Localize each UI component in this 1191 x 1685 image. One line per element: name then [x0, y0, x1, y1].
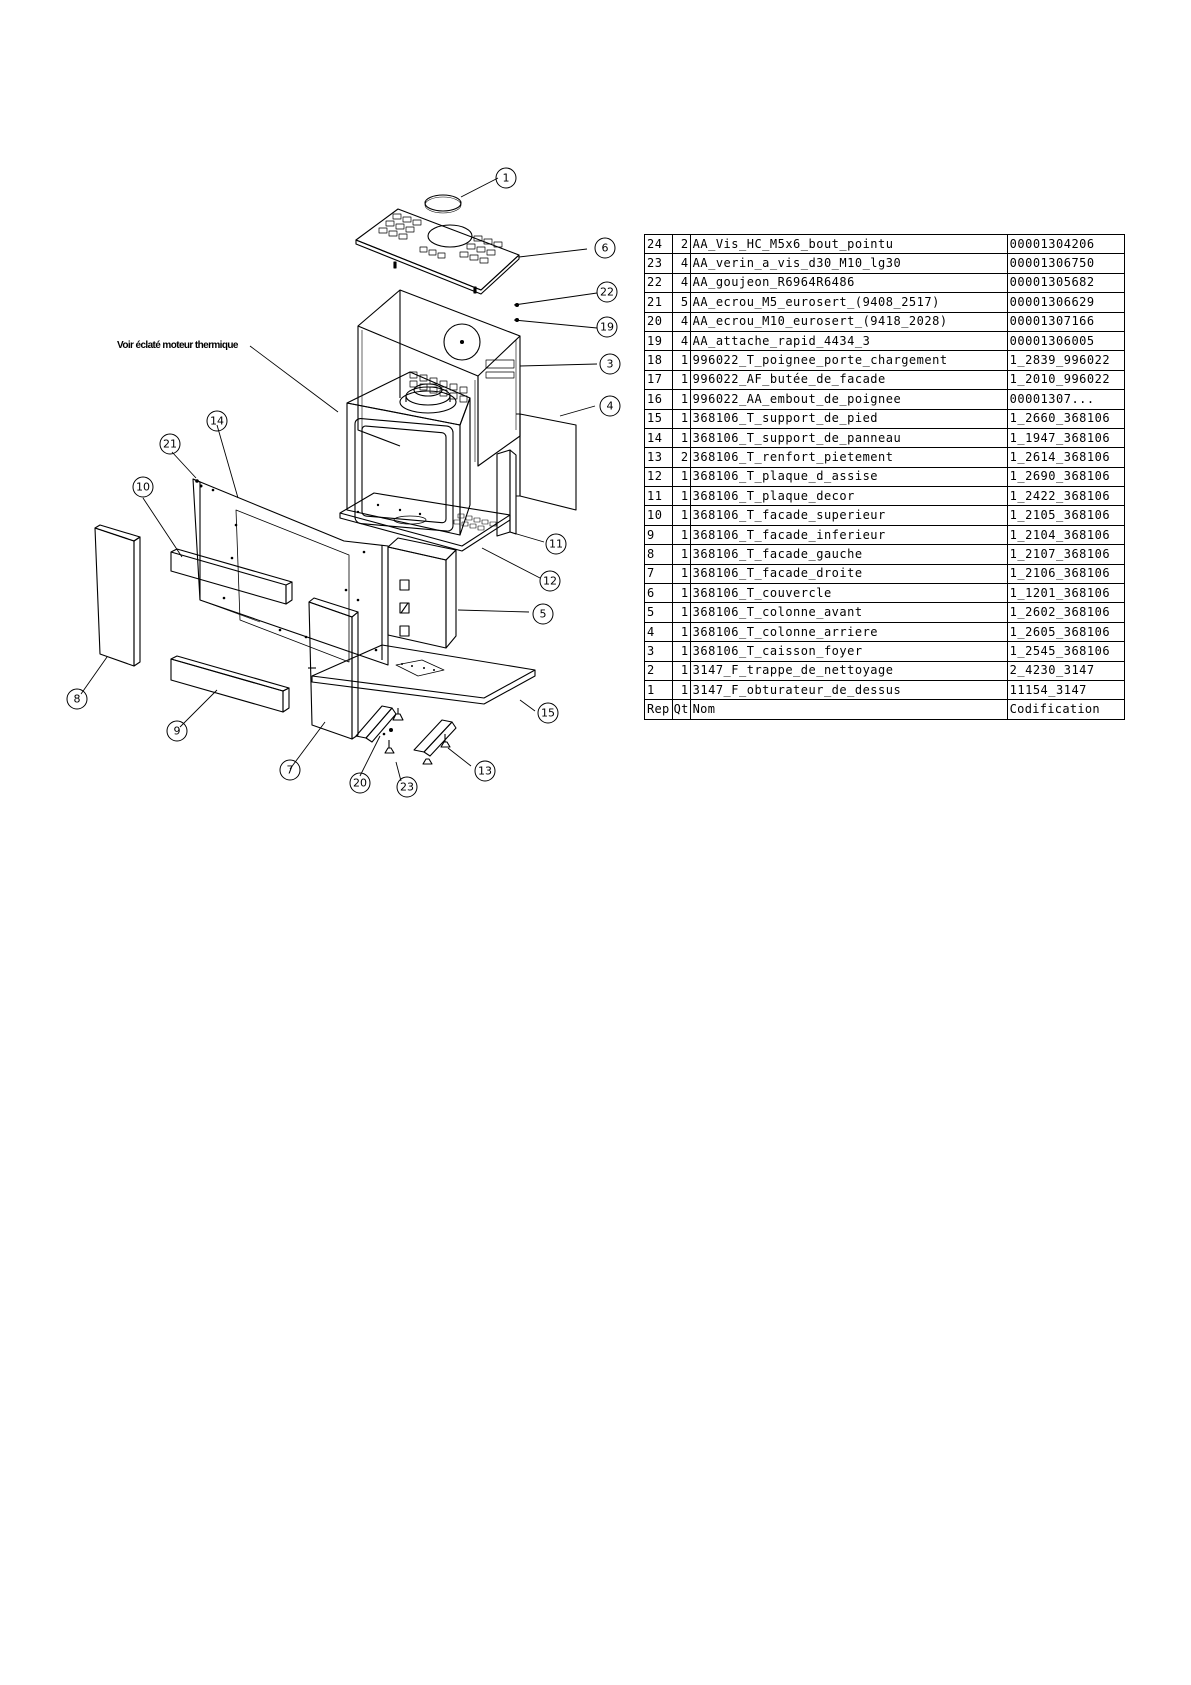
bom-qt-cell: 1 — [672, 428, 690, 447]
balloon-label: 7 — [286, 763, 294, 777]
bom-cod-cell: 00001305682 — [1007, 273, 1124, 292]
bom-qt-cell: 1 — [672, 409, 690, 428]
bom-cod-cell: 00001304206 — [1007, 235, 1124, 254]
bom-rep-cell: 22 — [645, 273, 673, 292]
bom-header-row — [645, 700, 1125, 719]
bom-rep-cell: 19 — [645, 331, 673, 350]
bom-cod-cell: 1_2422_368106 — [1007, 487, 1124, 506]
bom-cod-cell: 00001307... — [1007, 390, 1124, 409]
bom-row — [645, 273, 1125, 292]
balloon-label: 19 — [600, 320, 614, 334]
bom-rep-cell: 12 — [645, 467, 673, 486]
bom-nom-cell: 996022_AA_embout_de_poignee — [690, 390, 1007, 409]
bom-qt-cell: 1 — [672, 370, 690, 389]
note-moteur-thermique: Voir éclaté moteur thermique — [117, 340, 238, 351]
part-14-support-panneau — [193, 479, 388, 665]
bom-nom-cell: AA_goujeon_R6964R6486 — [690, 273, 1007, 292]
stove-insert — [347, 372, 470, 535]
bom-rep-cell: 2 — [645, 661, 673, 680]
part-13-renfort-pietement — [356, 706, 456, 756]
bom-qt-cell: 2 — [672, 235, 690, 254]
bom-row — [645, 331, 1125, 350]
bom-cod-cell: 1_2602_368106 — [1007, 603, 1124, 622]
bom-row — [645, 564, 1125, 583]
bom-qt-cell: 1 — [672, 661, 690, 680]
bom-qt-cell: 1 — [672, 603, 690, 622]
bom-rep-cell: 9 — [645, 525, 673, 544]
bom-nom-cell: AA_verin_a_vis_d30_M10_lg30 — [690, 254, 1007, 273]
bom-nom-cell: AA_ecrou_M10_eurosert_(9418_2028) — [690, 312, 1007, 331]
part-20-ecrou — [383, 728, 393, 735]
bill-of-materials — [644, 234, 1125, 720]
bom-row — [645, 409, 1125, 428]
part-15-support-pied — [308, 645, 535, 704]
bom-row — [645, 467, 1125, 486]
part-1-obturateur — [425, 195, 461, 213]
bom-nom-cell: 368106_T_colonne_avant — [690, 603, 1007, 622]
exploded-view-drawing — [0, 0, 640, 800]
bom-rep-cell: 16 — [645, 390, 673, 409]
bom-row — [645, 235, 1125, 254]
bom-row — [645, 584, 1125, 603]
bom-row — [645, 661, 1125, 680]
part-11-plaque-decor — [497, 450, 516, 536]
balloon-label: 11 — [549, 537, 563, 551]
bom-cod-cell: 1_2690_368106 — [1007, 467, 1124, 486]
bom-qt-cell: 1 — [672, 390, 690, 409]
part-3-caisson-foyer — [358, 290, 520, 466]
balloon-label: 1 — [502, 171, 510, 185]
balloon-label: 15 — [541, 706, 555, 720]
part-21-ecrou-m5 — [195, 479, 202, 487]
bom-cod-cell: 1_2614_368106 — [1007, 448, 1124, 467]
bom-qt-cell: 1 — [672, 467, 690, 486]
studs — [394, 262, 519, 322]
bom-cod-cell: 1_2839_996022 — [1007, 351, 1124, 370]
bom-nom-cell: 368106_T_caisson_foyer — [690, 642, 1007, 661]
bom-row — [645, 428, 1125, 447]
bom-qt-cell: 4 — [672, 254, 690, 273]
part-23-verin — [385, 708, 450, 764]
bom-cod-cell: 00001306005 — [1007, 331, 1124, 350]
balloon-label: 13 — [478, 764, 492, 778]
bom-rep-cell: 15 — [645, 409, 673, 428]
bom-nom-cell: 368106_T_facade_droite — [690, 564, 1007, 583]
bom-rep-cell: 20 — [645, 312, 673, 331]
bom-cod-cell: 00001306750 — [1007, 254, 1124, 273]
bom-cod-cell: 11154_3147 — [1007, 680, 1124, 699]
bom-nom-cell: 368106_T_support_de_panneau — [690, 428, 1007, 447]
bom-cod-cell: 00001307166 — [1007, 312, 1124, 331]
part-12-plaque-assise — [340, 493, 510, 551]
bom-cod-cell: 1_2010_996022 — [1007, 370, 1124, 389]
bom-row — [645, 370, 1125, 389]
bom-rep-cell: 13 — [645, 448, 673, 467]
bom-body — [645, 235, 1125, 720]
bom-nom-cell: 368106_T_facade_inferieur — [690, 525, 1007, 544]
bom-rep-cell: 21 — [645, 293, 673, 312]
bom-cod-cell: 2_4230_3147 — [1007, 661, 1124, 680]
balloon-label: 21 — [163, 437, 177, 451]
bom-nom-cell: 368106_T_plaque_decor — [690, 487, 1007, 506]
bom-rep-cell: 1 — [645, 680, 673, 699]
bom-row — [645, 351, 1125, 370]
bom-cod-cell: 00001306629 — [1007, 293, 1124, 312]
bom-qt-cell: 4 — [672, 331, 690, 350]
bom-qt-cell: 1 — [672, 642, 690, 661]
bom-qt-cell: 1 — [672, 487, 690, 506]
balloon-label: 6 — [601, 241, 609, 255]
balloon-label: 23 — [400, 780, 414, 794]
balloon-label: 3 — [606, 357, 614, 371]
bom-rep-cell: 14 — [645, 428, 673, 447]
bom-row — [645, 293, 1125, 312]
bom-qt-cell: 1 — [672, 525, 690, 544]
part-5-colonne-avant — [382, 538, 456, 660]
bom-qt-cell: 1 — [672, 351, 690, 370]
bom-row — [645, 525, 1125, 544]
bom-nom-cell: 996022_AF_butée_de_facade — [690, 370, 1007, 389]
bom-rep-cell: 24 — [645, 235, 673, 254]
bom-row — [645, 642, 1125, 661]
bom-nom-cell: AA_Vis_HC_M5x6_bout_pointu — [690, 235, 1007, 254]
bom-qt-cell: 1 — [672, 506, 690, 525]
bom-nom-cell: 996022_T_poignee_porte_chargement — [690, 351, 1007, 370]
bom-cod-cell: 1_1201_368106 — [1007, 584, 1124, 603]
bom-qt-cell: 1 — [672, 564, 690, 583]
bom-cod-cell: 1_2104_368106 — [1007, 525, 1124, 544]
part-4-colonne-arriere — [516, 414, 576, 510]
bom-nom-cell: AA_attache_rapid_4434_3 — [690, 331, 1007, 350]
part-8-facade-gauche — [95, 525, 140, 666]
bom-nom-cell: 368106_T_facade_gauche — [690, 545, 1007, 564]
bom-header-nom: Nom — [690, 700, 1007, 719]
bom-cod-cell: 1_2545_368106 — [1007, 642, 1124, 661]
bom-nom-cell: 368106_T_colonne_arriere — [690, 622, 1007, 641]
bom-cod-cell: 1_2107_368106 — [1007, 545, 1124, 564]
bom-qt-cell: 5 — [672, 293, 690, 312]
bom-row — [645, 448, 1125, 467]
bom-row — [645, 254, 1125, 273]
bom-rep-cell: 7 — [645, 564, 673, 583]
bom-rep-cell: 4 — [645, 622, 673, 641]
bom-row — [645, 312, 1125, 331]
bom-qt-cell: 1 — [672, 680, 690, 699]
part-9-facade-inferieur — [171, 656, 289, 712]
bom-nom-cell: 368106_T_couvercle — [690, 584, 1007, 603]
balloon-label: 14 — [210, 414, 224, 428]
bom-nom-cell: 368106_T_renfort_pietement — [690, 448, 1007, 467]
bom-qt-cell: 4 — [672, 312, 690, 331]
bom-rep-cell: 8 — [645, 545, 673, 564]
bom-row — [645, 603, 1125, 622]
bom-nom-cell: AA_ecrou_M5_eurosert_(9408_2517) — [690, 293, 1007, 312]
bom-rep-cell: 6 — [645, 584, 673, 603]
bom-qt-cell: 1 — [672, 584, 690, 603]
balloon-label: 8 — [73, 692, 81, 706]
bom-header-cod: Codification — [1007, 700, 1124, 719]
bom-nom-cell: 3147_F_obturateur_de_dessus — [690, 680, 1007, 699]
balloon-label: 22 — [600, 285, 614, 299]
bom-qt-cell: 2 — [672, 448, 690, 467]
bom-header-rep: Rep — [645, 700, 673, 719]
bom-cod-cell: 1_2605_368106 — [1007, 622, 1124, 641]
bom-cod-cell: 1_2660_368106 — [1007, 409, 1124, 428]
balloon-label: 20 — [353, 776, 367, 790]
part-6-couvercle — [356, 209, 519, 294]
bom-row — [645, 487, 1125, 506]
balloon-label: 5 — [539, 607, 547, 621]
part-7-facade-droite — [309, 598, 358, 739]
bom-qt-cell: 1 — [672, 545, 690, 564]
bom-nom-cell: 368106_T_support_de_pied — [690, 409, 1007, 428]
balloon-label: 12 — [543, 574, 557, 588]
balloon-label: 4 — [606, 399, 614, 413]
bom-rep-cell: 17 — [645, 370, 673, 389]
bom-rep-cell: 23 — [645, 254, 673, 273]
bom-rep-cell: 3 — [645, 642, 673, 661]
bom-header-qt: Qt — [672, 700, 690, 719]
bom-rep-cell: 5 — [645, 603, 673, 622]
balloon-label: 10 — [136, 480, 150, 494]
bom-nom-cell: 3147_F_trappe_de_nettoyage — [690, 661, 1007, 680]
bom-qt-cell: 4 — [672, 273, 690, 292]
bom-qt-cell: 1 — [672, 622, 690, 641]
bom-cod-cell: 1_2106_368106 — [1007, 564, 1124, 583]
balloon-label: 9 — [173, 724, 181, 738]
bom-row — [645, 390, 1125, 409]
bom-cod-cell: 1_1947_368106 — [1007, 428, 1124, 447]
bom-cod-cell: 1_2105_368106 — [1007, 506, 1124, 525]
bom-rep-cell: 11 — [645, 487, 673, 506]
bom-rep-cell: 18 — [645, 351, 673, 370]
bom-rep-cell: 10 — [645, 506, 673, 525]
bom-row — [645, 506, 1125, 525]
bom-row — [645, 622, 1125, 641]
bom-row — [645, 680, 1125, 699]
bom-row — [645, 545, 1125, 564]
bom-nom-cell: 368106_T_plaque_d_assise — [690, 467, 1007, 486]
bom-nom-cell: 368106_T_facade_superieur — [690, 506, 1007, 525]
